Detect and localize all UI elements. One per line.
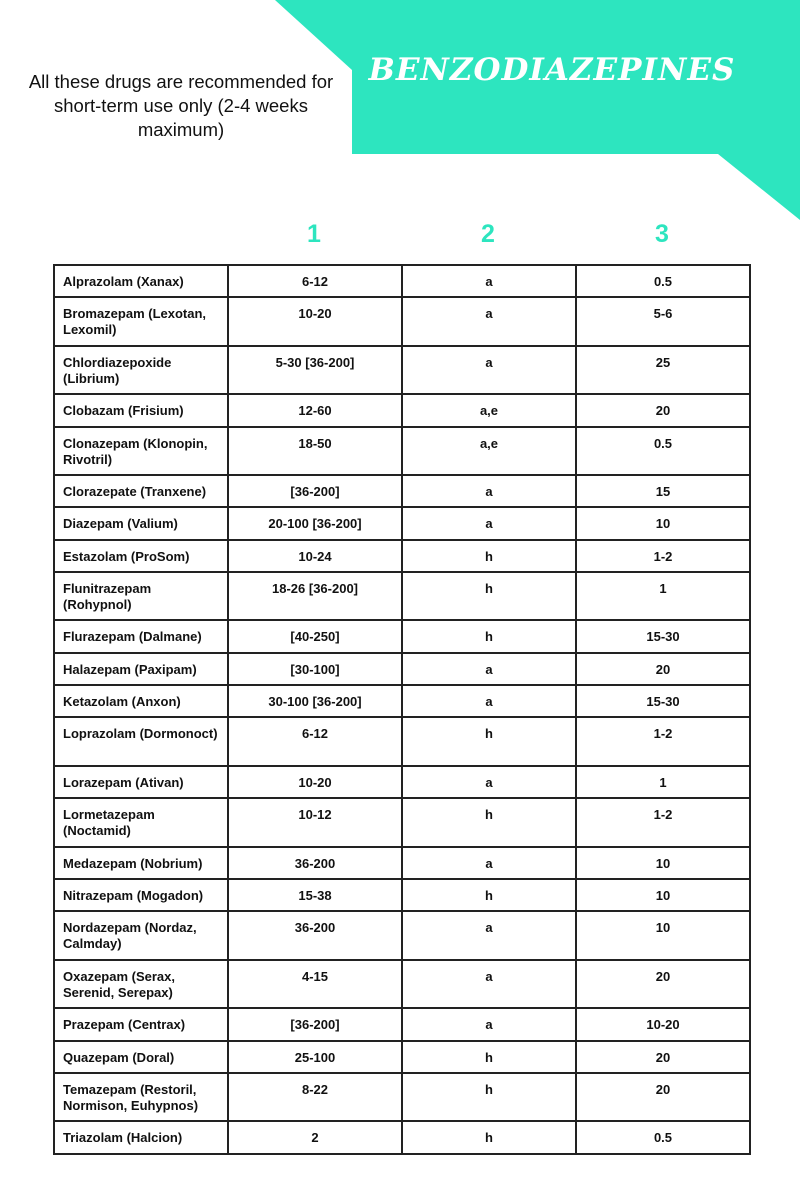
drug-name: Temazepam (Restoril, Normison, Euhypnos) — [54, 1073, 228, 1122]
table-row — [54, 297, 750, 346]
col-1-value: 10-20 — [228, 297, 402, 346]
col-3-value: 25 — [576, 346, 750, 395]
col-2-value: a,e — [402, 394, 576, 426]
column-header-3: 3 — [655, 220, 669, 248]
table-row — [54, 847, 750, 879]
col-3-value: 1 — [576, 766, 750, 798]
col-2-value: a — [402, 847, 576, 879]
column-headers — [53, 220, 749, 254]
table-row — [54, 653, 750, 685]
col-3-value: 15-30 — [576, 685, 750, 717]
col-3-value: 1-2 — [576, 540, 750, 572]
col-2-value: h — [402, 620, 576, 652]
col-3-value: 1-2 — [576, 798, 750, 847]
col-1-value: 12-60 — [228, 394, 402, 426]
col-1-value: 10-12 — [228, 798, 402, 847]
col-1-value: 2 — [228, 1121, 402, 1153]
drug-name: Flurazepam (Dalmane) — [54, 620, 228, 652]
drug-name: Oxazepam (Serax, Serenid, Serepax) — [54, 960, 228, 1009]
col-2-value: a — [402, 766, 576, 798]
col-2-value: a — [402, 1008, 576, 1040]
table-row — [54, 960, 750, 1009]
drug-name: Loprazolam (Dormonoct) — [54, 717, 228, 766]
table-row — [54, 1121, 750, 1153]
col-3-value: 20 — [576, 960, 750, 1009]
drug-name: Ketazolam (Anxon) — [54, 685, 228, 717]
usage-note: All these drugs are recommended for short-term use only (2-4 weeks maximum) — [28, 71, 334, 140]
drug-table — [53, 264, 751, 1155]
col-3-value: 10 — [576, 879, 750, 911]
table-row — [54, 572, 750, 621]
col-1-value: 20-100 [36-200] — [228, 507, 402, 539]
drug-name: Bromazepam (Lexotan, Lexomil) — [54, 297, 228, 346]
col-2-value: a — [402, 653, 576, 685]
col-3-value: 20 — [576, 1041, 750, 1073]
drug-name: Chlordiazepoxide (Librium) — [54, 346, 228, 395]
table-row — [54, 507, 750, 539]
drug-name: Clonazepam (Klonopin, Rivotril) — [54, 427, 228, 476]
col-1-value: 18-50 — [228, 427, 402, 476]
col-2-value: h — [402, 572, 576, 621]
col-3-value: 10 — [576, 507, 750, 539]
drug-name: Clobazam (Frisium) — [54, 394, 228, 426]
col-3-value: 20 — [576, 1073, 750, 1122]
col-1-value: 8-22 — [228, 1073, 402, 1122]
drug-name: Lorazepam (Ativan) — [54, 766, 228, 798]
col-2-value: h — [402, 1041, 576, 1073]
col-1-value: 10-24 — [228, 540, 402, 572]
col-2-value: a,e — [402, 427, 576, 476]
col-1-value: 30-100 [36-200] — [228, 685, 402, 717]
drug-name: Quazepam (Doral) — [54, 1041, 228, 1073]
col-3-value: 1 — [576, 572, 750, 621]
col-3-value: 10 — [576, 911, 750, 960]
col-2-value: a — [402, 507, 576, 539]
col-3-value: 0.5 — [576, 265, 750, 297]
col-2-value: h — [402, 798, 576, 847]
table-row — [54, 911, 750, 960]
drug-name: Estazolam (ProSom) — [54, 540, 228, 572]
drug-name: Nitrazepam (Mogadon) — [54, 879, 228, 911]
page-title: BENZODIAZEPINES — [368, 52, 736, 88]
table-row — [54, 265, 750, 297]
table-row — [54, 346, 750, 395]
col-3-value: 10 — [576, 847, 750, 879]
table-row — [54, 766, 750, 798]
col-2-value: a — [402, 911, 576, 960]
col-1-value: [30-100] — [228, 653, 402, 685]
col-1-value: 10-20 — [228, 766, 402, 798]
col-1-value: [36-200] — [228, 475, 402, 507]
col-2-value: a — [402, 265, 576, 297]
col-1-value: 15-38 — [228, 879, 402, 911]
col-1-value: [36-200] — [228, 1008, 402, 1040]
col-1-value: 6-12 — [228, 717, 402, 766]
col-1-value: 5-30 [36-200] — [228, 346, 402, 395]
table-row — [54, 394, 750, 426]
table-row — [54, 1041, 750, 1073]
table-row — [54, 879, 750, 911]
col-2-value: a — [402, 475, 576, 507]
drug-name: Prazepam (Centrax) — [54, 1008, 228, 1040]
col-1-value: 36-200 — [228, 847, 402, 879]
table-row — [54, 475, 750, 507]
col-3-value: 1-2 — [576, 717, 750, 766]
table-row — [54, 620, 750, 652]
drug-name: Nordazepam (Nordaz, Calmday) — [54, 911, 228, 960]
drug-name: Medazepam (Nobrium) — [54, 847, 228, 879]
col-3-value: 20 — [576, 394, 750, 426]
col-2-value: a — [402, 297, 576, 346]
col-3-value: 15-30 — [576, 620, 750, 652]
col-2-value: a — [402, 685, 576, 717]
table-row — [54, 685, 750, 717]
table-row — [54, 427, 750, 476]
col-2-value: h — [402, 879, 576, 911]
drug-name: Lormetazepam (Noctamid) — [54, 798, 228, 847]
col-2-value: h — [402, 717, 576, 766]
drug-name: Halazepam (Paxipam) — [54, 653, 228, 685]
table-row — [54, 1008, 750, 1040]
col-3-value: 5-6 — [576, 297, 750, 346]
col-2-value: h — [402, 1121, 576, 1153]
col-3-value: 15 — [576, 475, 750, 507]
drug-name: Triazolam (Halcion) — [54, 1121, 228, 1153]
col-1-value: 25-100 — [228, 1041, 402, 1073]
col-1-value: 18-26 [36-200] — [228, 572, 402, 621]
column-header-2: 2 — [481, 220, 495, 248]
col-1-value: [40-250] — [228, 620, 402, 652]
col-3-value: 0.5 — [576, 427, 750, 476]
col-1-value: 4-15 — [228, 960, 402, 1009]
col-2-value: h — [402, 540, 576, 572]
col-2-value: h — [402, 1073, 576, 1122]
drug-name: Flunitrazepam (Rohypnol) — [54, 572, 228, 621]
drug-name: Diazepam (Valium) — [54, 507, 228, 539]
table-row — [54, 717, 750, 766]
col-1-value: 36-200 — [228, 911, 402, 960]
col-3-value: 20 — [576, 653, 750, 685]
col-1-value: 6-12 — [228, 265, 402, 297]
column-header-1: 1 — [307, 220, 321, 248]
col-3-value: 10-20 — [576, 1008, 750, 1040]
drug-name: Alprazolam (Xanax) — [54, 265, 228, 297]
table-row — [54, 798, 750, 847]
drug-name: Clorazepate (Tranxene) — [54, 475, 228, 507]
table-row — [54, 1073, 750, 1122]
col-3-value: 0.5 — [576, 1121, 750, 1153]
table-row — [54, 540, 750, 572]
col-2-value: a — [402, 960, 576, 1009]
col-2-value: a — [402, 346, 576, 395]
